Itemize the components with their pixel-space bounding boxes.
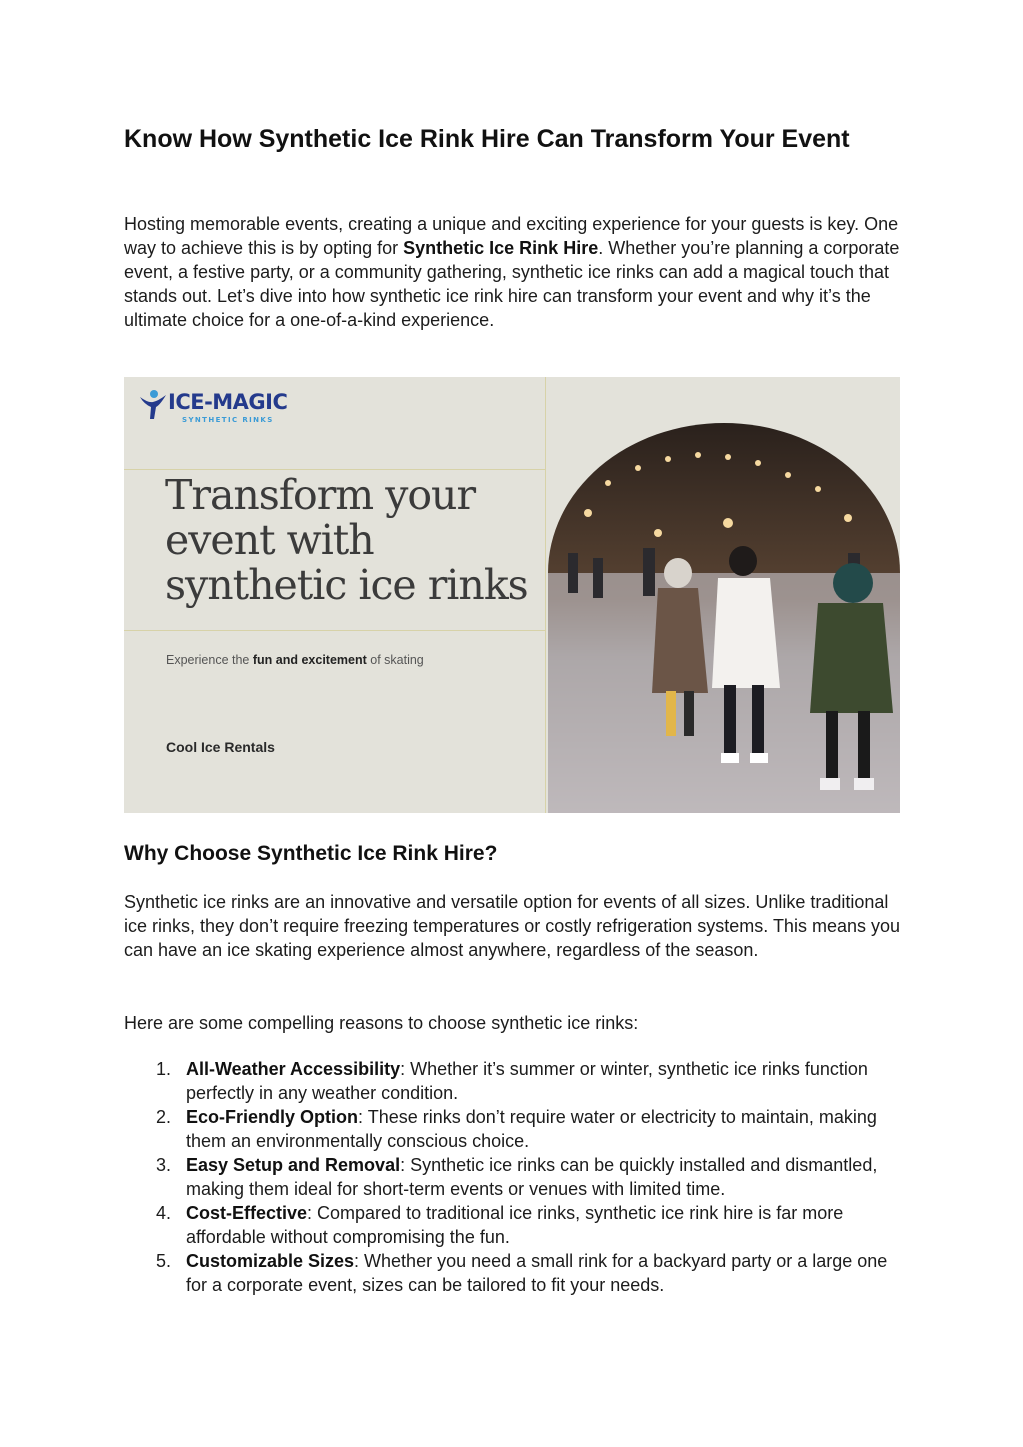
list-item-number: 3. <box>156 1155 172 1175</box>
list-item-text: : Whether you need a small rink for a backyard party or a large one for a corporate event, sizes can be tailored to fit your needs. <box>186 1251 888 1295</box>
section-paragraph-2: Here are some compelling reasons to choose synthetic ice rinks: <box>124 1013 639 1033</box>
list-item-number: 1. <box>156 1059 172 1079</box>
reasons-list <box>124 1057 900 1297</box>
logo-wordmark: ICE-MAGIC <box>168 390 288 414</box>
list-item-number: 5. <box>156 1251 172 1271</box>
section-paragraph-1: Synthetic ice rinks are an innovative and versatile option for events of all sizes. Unlike traditional ice rinks, they don’t require freezing temperatures or costly refrigeration systems. This means you can have an ice skating experience almost anywhere, regardless of the season. <box>124 892 900 960</box>
list-item-title: Eco-Friendly Option <box>186 1107 359 1127</box>
skater-logo-icon <box>138 389 168 421</box>
list-item-number: 4. <box>156 1203 172 1223</box>
list-item <box>124 1249 900 1297</box>
page-title: Know How Synthetic Ice Rink Hire Can Transform Your Event <box>124 125 850 153</box>
list-item-title: Customizable Sizes <box>186 1251 355 1271</box>
list-item-title: All-Weather Accessibility <box>186 1059 401 1079</box>
list-item-text: : Synthetic ice rinks can be quickly installed and dismantled, making them ideal for short-term events or venues with limited time. <box>186 1155 878 1199</box>
intro-keyword: Synthetic Ice Rink Hire <box>403 238 599 258</box>
list-item <box>124 1153 900 1201</box>
list-item-title: Cost-Effective <box>186 1203 308 1223</box>
banner-headline: Transform your event with synthetic ice rinks <box>165 471 528 609</box>
list-item-number: 2. <box>156 1107 172 1127</box>
list-item <box>124 1201 900 1249</box>
tagline-emphasis: fun and excitement <box>252 653 367 667</box>
list-item <box>124 1057 900 1105</box>
list-item-text: : Compared to traditional ice rinks, synthetic ice rink hire is far more affordable without compromising the fun. <box>186 1203 844 1247</box>
tagline-end: of skating <box>366 653 424 667</box>
list-item-title: Easy Setup and Removal <box>186 1155 401 1175</box>
skaters-photo <box>548 423 900 813</box>
promo-banner-image <box>124 377 900 813</box>
list-item-text: : Whether it’s summer or winter, synthetic ice rinks function perfectly in any weather condition. <box>186 1059 868 1103</box>
intro-text-end: . Whether you’re planning a corporate event, a festive party, or a community gathering, synthetic ice rinks can add a magical touch that stands out. Let’s dive into how synthetic ice rink hire can transform your event and why it’s the ultimate choice for a one-of-a-kind experience. <box>124 238 900 330</box>
section-heading: Why Choose Synthetic Ice Rink Hire? <box>124 842 498 865</box>
list-item-text: : These rinks don’t require water or electricity to maintain, making them an environmentally conscious choice. <box>186 1107 877 1151</box>
list-item <box>124 1105 900 1153</box>
tagline-start: Experience the <box>166 653 253 667</box>
banner-tagline <box>166 653 424 667</box>
banner-brand-name: Cool Ice Rentals <box>166 739 275 755</box>
intro-paragraph <box>124 212 900 332</box>
logo-subtitle: SYNTHETIC RINKS <box>182 416 274 424</box>
ice-magic-logo <box>132 385 312 425</box>
intro-text-start: Hosting memorable events, creating a unique and exciting experience for your guests is key. One way to achieve this is by opting for <box>124 214 899 258</box>
